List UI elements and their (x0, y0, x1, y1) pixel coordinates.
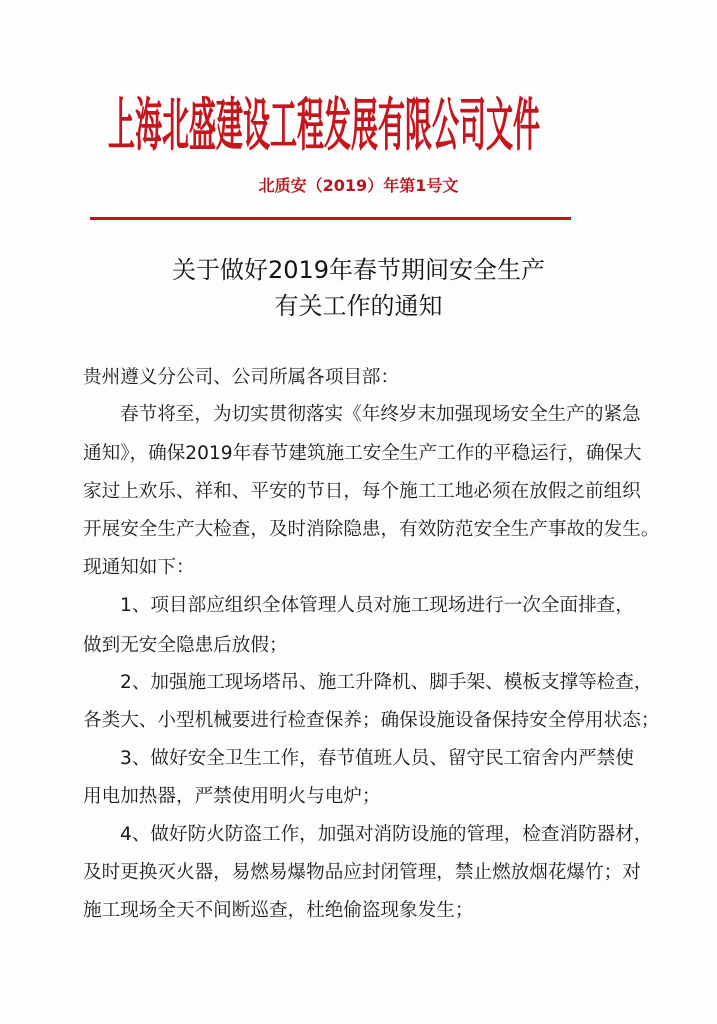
body-line: 现通知如下： (83, 557, 195, 578)
body-line: 1、项目部应组织全体管理人员对施工现场进行一次全面排查， (120, 595, 634, 616)
title-line-1: 关于做好2019年春节期间安全生产 (171, 256, 546, 284)
body-line: 施工现场全天不间断巡查，杜绝偷盗现象发生； (83, 900, 474, 921)
body-line: 开展安全生产大检查，及时消除隐患，有效防范安全生产事故的发生。 (83, 519, 660, 540)
body-line: 4、做好防火防盗工作，加强对消防设施的管理，检查消防器材， (120, 824, 653, 845)
body-line: 3、做好安全卫生工作，春节值班人员、留守民工宿舍内严禁使 (120, 748, 634, 769)
organization-name: 上海北盛建设工程发展有限公司文件 (108, 93, 540, 159)
body-line: 用电加热器，严禁使用明火与电炉； (83, 786, 381, 807)
organization-header (108, 93, 568, 160)
title-line-2: 有关工作的通知 (274, 292, 443, 320)
body-line: 家过上欢乐、祥和、平安的节日，每个施工工地必须在放假之前组织 (83, 481, 641, 502)
document-number: 北质安（2019）年第1号文 (258, 176, 459, 195)
red-divider (90, 217, 571, 220)
body-line: 做到无安全隐患后放假； (83, 635, 288, 656)
body-line: 通知》，确保2019年春节建筑施工安全生产工作的平稳运行，确保大 (83, 443, 642, 464)
body-line: 2、加强施工现场塔吊、施工升降机、脚手架、模板支撑等检查， (120, 672, 653, 693)
body-line: 贵州遵义分公司、公司所属各项目部： (83, 367, 400, 388)
body-line: 春节将至，为切实贯彻落实《年终岁末加强现场安全生产的紧急 (120, 404, 641, 425)
body-line: 及时更换灭火器，易燃易爆物品应封闭管理，禁止燃放烟花爆竹；对 (83, 862, 641, 883)
body-line: 各类大、小型机械要进行检查保养；确保设施设备保持安全停用状态； (83, 710, 660, 731)
